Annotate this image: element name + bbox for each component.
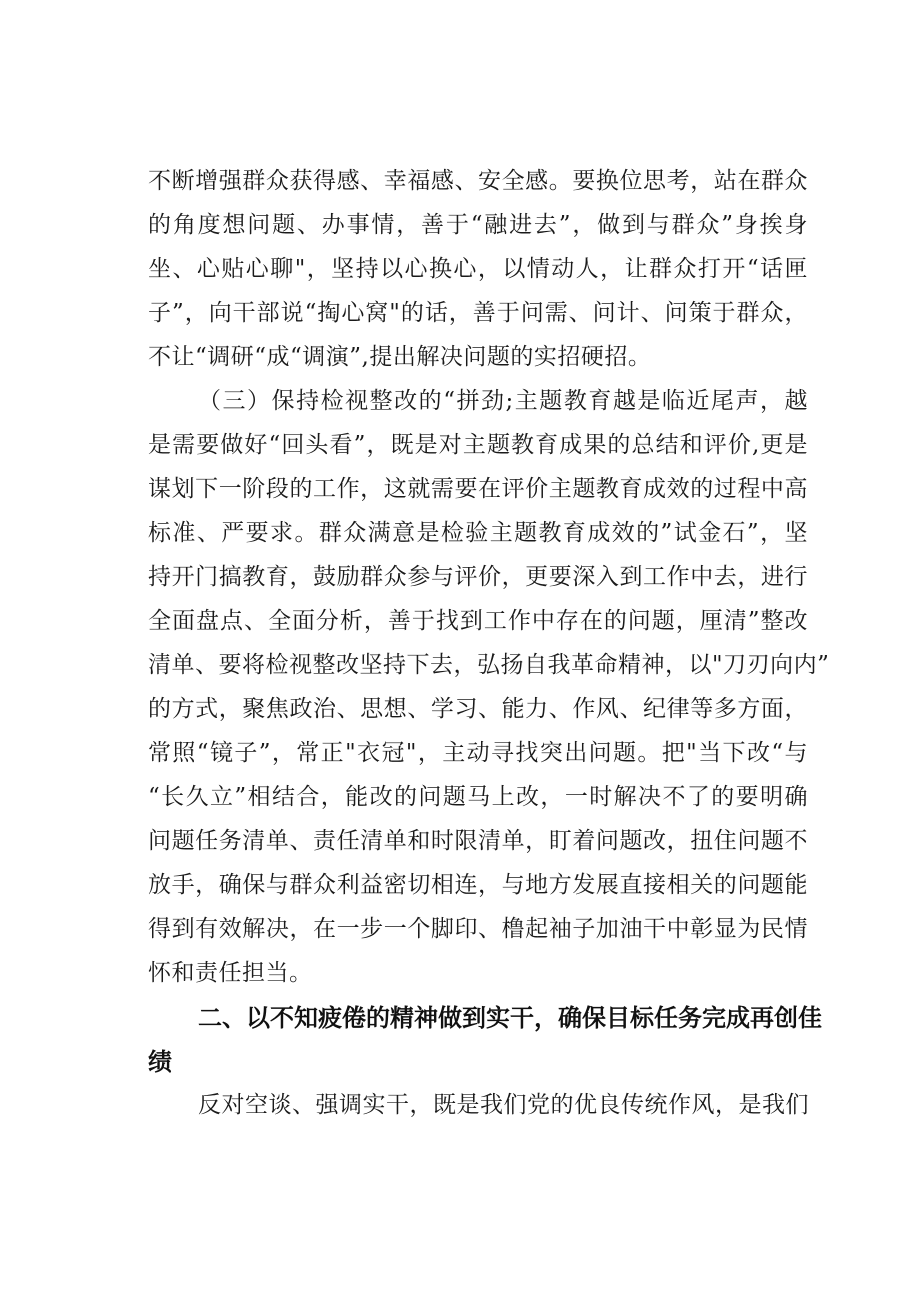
text-line: 清单、要将检视整改坚持下去，弘扬自我革命精神，以"刀刃向内” — [148, 652, 830, 678]
text-line: 全面盘点、全面分析，善于找到工作中存在的问题，厘清”整改 — [148, 608, 808, 634]
text-line: 标准、严要求。群众满意是检验主题教育成效的”试金石”，坚 — [148, 520, 808, 546]
text-line: “长久立”相结合，能改的问题马上改，一时解决不了的要明确 — [148, 784, 808, 810]
text-line: 的方式，聚焦政治、思想、学习、能力、作风、纪律等多方面， — [148, 696, 808, 722]
text-line: 得到有效解决，在一步一个脚印、橹起袖子加油干中彰显为民情 — [148, 916, 808, 942]
text-line: 持开门搞教育，鼓励群众参与评价，更要深入到工作中去，进行 — [148, 564, 808, 590]
text-line: 不让“调研“成“调演”,提出解决问题的实招硬招。 — [148, 344, 652, 370]
heading-line: 二、以不知疲倦的精神做到实干，确保目标任务完成再创佳 — [198, 1004, 822, 1032]
text-line: 子”，向干部说“掏心窝"的话，善于问需、问计、问策于群众， — [148, 300, 808, 326]
text-line: 常照“镜子”，常正"衣冠"，主动寻找突出问题。把"当下改“与 — [148, 740, 808, 766]
text-line: （三）保持检视整改的“拼劲;主题教育越是临近尾声，越 — [198, 388, 808, 414]
text-line: 是需要做好“回头看”，既是对主题教育成果的总结和评价,更是 — [148, 432, 808, 458]
text-line: 不断增强群众获得感、幸福感、安全感。要换位思考，站在群众 — [148, 168, 808, 194]
text-line: 问题任务清单、责任清单和时限清单，盯着问题改，扭住问题不 — [148, 828, 808, 854]
text-line: 放手，确保与群众利益密切相连，与地方发展直接相关的问题能 — [148, 872, 808, 898]
text-line: 的角度想问题、办事情，善于“融进去”，做到与群众”身挨身 — [148, 212, 808, 238]
text-line: 反对空谈、强调实干，既是我们党的优良传统作风，是我们 — [198, 1092, 809, 1118]
text-line: 谋划下一阶段的工作，这就需要在评价主题教育成效的过程中高 — [148, 476, 808, 502]
text-line: 怀和责任担当。 — [148, 960, 313, 986]
heading-line: 绩 — [148, 1048, 172, 1076]
text-line: 坐、心贴心聊"，坚持以心换心，以情动人，让群众打开“话匣 — [148, 256, 808, 282]
